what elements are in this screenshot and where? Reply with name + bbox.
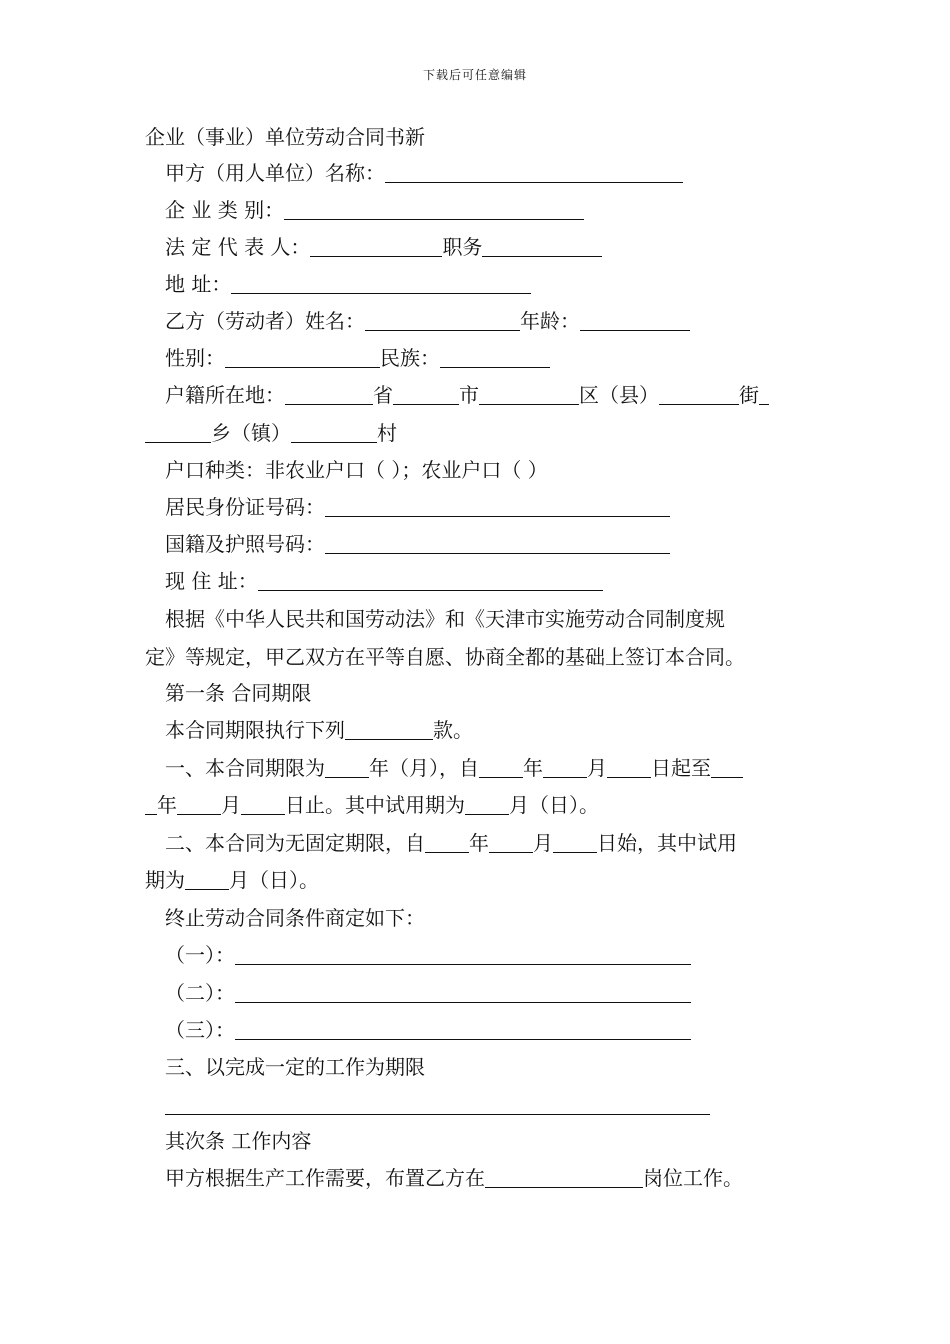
open-day-label: 日始，其中试用 — [597, 831, 737, 855]
month-label: 月 — [533, 831, 553, 855]
start-day-field[interactable] — [607, 757, 651, 778]
probation-field[interactable] — [465, 794, 509, 815]
company-type-row — [165, 197, 584, 223]
choose-clause-text: 本合同期限执行下列 — [165, 718, 345, 742]
street-field[interactable] — [659, 384, 739, 405]
village-label: 村 — [377, 421, 397, 445]
termination-item-1 — [165, 942, 691, 968]
article-1-heading: 第一条 合同期限 — [165, 681, 312, 705]
city-field[interactable] — [393, 384, 459, 405]
fixed-term-row-2 — [145, 792, 599, 818]
year-label: 年 — [157, 793, 177, 817]
preamble-line-2: 定》等规定，甲乙双方在平等自愿、协商全都的基础上签订本合同。 — [145, 645, 745, 669]
year-label: 年 — [469, 831, 489, 855]
termination-item-2 — [165, 980, 691, 1006]
open-year-field[interactable] — [425, 832, 469, 853]
fixed-term-row — [165, 755, 743, 781]
party-b-name-label: 乙方（劳动者）姓名： — [165, 309, 365, 333]
open-term-text: 二、本合同为无固定期限，自 — [165, 831, 425, 855]
work-content-suffix: 岗位工作。 — [643, 1166, 743, 1190]
start-year-field[interactable] — [479, 757, 523, 778]
passport-field[interactable] — [325, 533, 670, 554]
month-day-label: 月（日）。 — [509, 793, 599, 817]
age-field[interactable] — [580, 310, 690, 331]
end-month-field[interactable] — [177, 794, 221, 815]
item-1-label: （一）： — [165, 943, 235, 967]
id-label: 居民身份证号码： — [165, 495, 325, 519]
end-year-field-b[interactable] — [145, 794, 157, 815]
fixed-term-text: 一、本合同期限为 — [165, 756, 325, 780]
open-day-field[interactable] — [553, 832, 597, 853]
company-type-field[interactable] — [284, 199, 584, 220]
end-day-field[interactable] — [241, 794, 285, 815]
item-3-field[interactable] — [235, 1019, 691, 1040]
id-row — [165, 494, 670, 520]
ethnic-label: 民族： — [380, 346, 440, 370]
fixed-term-from: 年（月），自 — [369, 756, 479, 780]
current-address-label: 现 住 址： — [165, 569, 258, 593]
open-probation-field[interactable] — [185, 869, 229, 890]
termination-heading: 终止劳动合同条件商定如下： — [165, 906, 425, 930]
term-length-field[interactable] — [325, 757, 369, 778]
sex-label: 性别： — [165, 346, 225, 370]
party-b-name-row — [165, 308, 690, 334]
address-label: 地 址： — [165, 272, 232, 296]
current-address-field[interactable] — [258, 570, 603, 591]
task-based-field-row — [165, 1092, 710, 1118]
address-row — [165, 271, 531, 297]
document-title: 企业（事业）单位劳动合同书新 — [145, 125, 425, 149]
end-year-field-a[interactable] — [711, 757, 743, 778]
clause-number-field[interactable] — [345, 719, 433, 740]
passport-label: 国籍及护照号码： — [165, 532, 325, 556]
legal-rep-label: 法 定 代 表 人： — [165, 235, 311, 259]
choose-clause-suffix: 款。 — [433, 718, 473, 742]
open-end-text: 期为 — [145, 868, 185, 892]
legal-rep-field[interactable] — [310, 236, 442, 257]
task-based-term: 三、以完成一定的工作为期限 — [165, 1055, 425, 1079]
domicile-label: 户籍所在地： — [165, 383, 285, 407]
day-from-label: 日起至 — [651, 756, 711, 780]
item-2-field[interactable] — [235, 982, 691, 1003]
item-3-label: （三）： — [165, 1018, 235, 1042]
party-a-name-label: 甲方（用人单位）名称： — [165, 161, 385, 185]
start-month-field[interactable] — [543, 757, 587, 778]
month-label: 月 — [221, 793, 241, 817]
party-a-name-row — [165, 160, 683, 186]
item-2-label: （二）： — [165, 981, 235, 1005]
address-field[interactable] — [231, 273, 531, 294]
item-1-field[interactable] — [235, 944, 691, 965]
township-field[interactable] — [145, 422, 211, 443]
work-content-row — [165, 1165, 743, 1191]
day-end-label: 日止。其中试用期为 — [285, 793, 465, 817]
job-position-field[interactable] — [485, 1167, 643, 1188]
page-header: 下载后可任意编辑 — [422, 68, 527, 82]
position-field[interactable] — [482, 236, 602, 257]
province-label: 省 — [373, 383, 393, 407]
passport-row — [165, 531, 670, 557]
position-label: 职务 — [442, 235, 483, 259]
work-content-text: 甲方根据生产工作需要，布置乙方在 — [165, 1166, 485, 1190]
preamble-line-1: 根据《中华人民共和国劳动法》和《天津市实施劳动合同制度规 — [165, 607, 725, 631]
district-label: 区（县） — [579, 383, 659, 407]
hukou-type: 户口种类：非农业户口（ ）；农业户口（ ） — [165, 458, 548, 482]
age-label: 年龄： — [520, 309, 580, 333]
street-tail-field[interactable] — [759, 384, 769, 405]
open-term-row — [165, 830, 737, 856]
year-label: 年 — [523, 756, 543, 780]
sex-row — [165, 345, 550, 371]
legal-rep-row — [165, 234, 602, 260]
current-address-row — [165, 568, 603, 594]
township-label: 乡（镇） — [211, 421, 291, 445]
party-b-name-field[interactable] — [365, 310, 520, 331]
month-label: 月 — [587, 756, 607, 780]
open-term-row-2 — [145, 867, 319, 893]
open-month-field[interactable] — [489, 832, 533, 853]
company-type-label: 企 业 类 别： — [165, 198, 285, 222]
task-based-field[interactable] — [165, 1094, 710, 1115]
district-field[interactable] — [479, 384, 579, 405]
choose-clause-row — [165, 717, 473, 743]
province-field[interactable] — [285, 384, 373, 405]
party-a-name-field[interactable] — [385, 162, 683, 183]
month-day-label: 月（日）。 — [229, 868, 319, 892]
domicile-row-2 — [145, 420, 397, 446]
street-label: 街 — [739, 383, 759, 407]
sex-field[interactable] — [225, 347, 380, 368]
id-field[interactable] — [325, 496, 670, 517]
termination-item-3 — [165, 1017, 691, 1043]
city-label: 市 — [459, 383, 479, 407]
article-2-heading: 其次条 工作内容 — [165, 1129, 312, 1153]
village-field[interactable] — [291, 422, 377, 443]
ethnic-field[interactable] — [440, 347, 550, 368]
domicile-row — [165, 382, 769, 408]
